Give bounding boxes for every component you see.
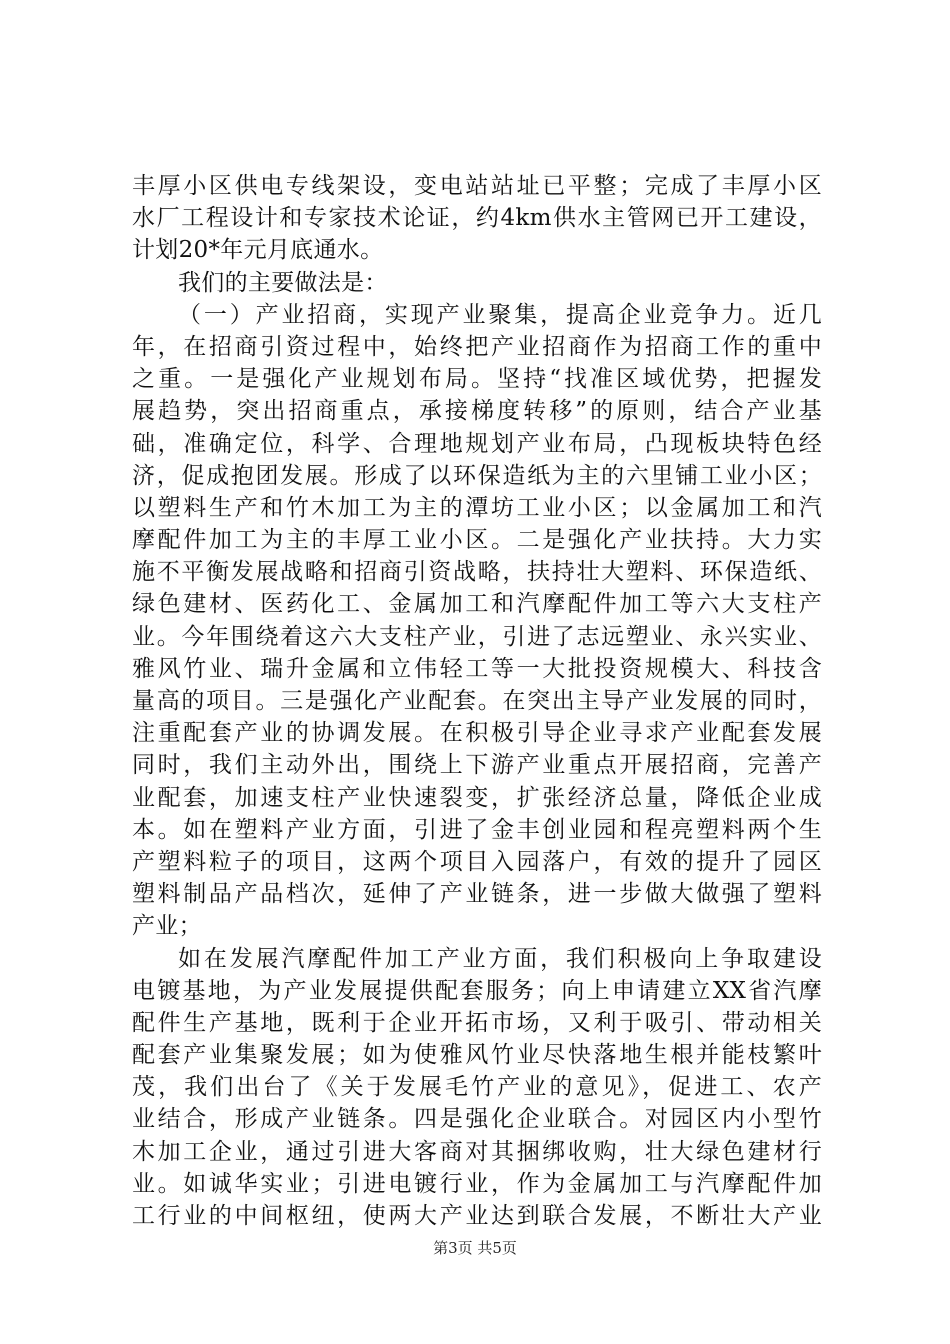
text-line: 丰厚小区供电专线架设，变电站站址已平整；完成了丰厚小区 [132, 173, 822, 199]
text-line: 济，促成抱团发展。形成了以环保造纸为主的六里铺工业小区； [132, 462, 822, 489]
text-line: 注重配套产业的协调发展。在积极引导企业寻求产业配套发展 [132, 720, 822, 747]
text-line: 配件生产基地，既利于企业开拓市场，又利于吸引、带动相关 [132, 1009, 822, 1036]
text-line: 量高的项目。三是强化产业配套。在突出主导产业发展的同时， [132, 688, 822, 714]
text-line: 电镀基地，为产业发展提供配套服务；向上申请建立XX省汽摩 [132, 977, 822, 1004]
text-line: 工行业的中间枢纽，使两大产业达到联合发展，不断壮大产业 [132, 1203, 822, 1229]
text-line: 础，准确定位，科学、合理地规划产业布局，凸现板块特色经 [132, 430, 822, 457]
text-line: 业。今年围绕着这六大支柱产业，引进了志远塑业、永兴实业、 [132, 623, 822, 650]
text-line: 同时，我们主动外出，围绕上下游产业重点开展招商，完善产 [132, 752, 822, 779]
text-line: 计划20*年元月底通水。 [132, 237, 384, 264]
text-line: 塑料制品产品档次，延伸了产业链条，进一步做大做强了塑料 [132, 881, 822, 908]
text-line: 施不平衡发展战略和招商引资战略，扶持壮大塑料、环保造纸、 [132, 559, 822, 586]
paragraph-start-line: 我们的主要做法是： [178, 269, 388, 296]
text-line: 业配套，加速支柱产业快速裂变，扩张经济总量，降低企业成 [132, 784, 822, 811]
text-line: 摩配件加工为主的丰厚工业小区。二是强化产业扶持。大力实 [132, 527, 822, 554]
document-body [132, 170, 822, 1232]
text-line: 绿色建材、医药化工、金属加工和汽摩配件加工等六大支柱产 [132, 591, 822, 618]
text-line: 展趋势，突出招商重点，承接梯度转移”的原则，结合产业基 [132, 398, 822, 425]
text-line: 木加工企业，通过引进大客商对其捆绑收购，壮大绿色建材行 [132, 1138, 822, 1165]
text-line: 配套产业集聚发展；如为使雅风竹业尽快落地生根并能枝繁叶 [132, 1042, 822, 1069]
text-line: 产塑料粒子的项目，这两个项目入园落户，有效的提升了园区 [132, 848, 822, 875]
text-line: 水厂工程设计和专家技术论证，约4km供水主管网已开工建设， [132, 205, 822, 232]
text-line: 雅风竹业、瑞升金属和立伟轻工等一大批投资规模大、科技含 [132, 655, 822, 682]
paragraph-start-line: （一）产业招商，实现产业聚集，提高企业竞争力。近几 [178, 301, 822, 328]
paragraph-start-line: 如在发展汽摩配件加工产业方面，我们积极向上争取建设 [178, 945, 822, 972]
text-line: 之重。一是强化产业规划布局。坚持“找准区域优势，把握发 [132, 366, 822, 393]
text-line: 业。如诚华实业；引进电镀行业，作为金属加工与汽摩配件加 [132, 1170, 822, 1197]
page-number-footer: 第3页 共5页 [433, 1239, 517, 1257]
text-line: 年，在招商引资过程中，始终把产业招商作为招商工作的重中 [132, 333, 822, 360]
text-line: 业结合，形成产业链条。四是强化企业联合。对园区内小型竹 [132, 1106, 822, 1133]
text-line: 产业； [132, 913, 202, 940]
text-line: 茂，我们出台了《关于发展毛竹产业的意见》，促进工、农产 [132, 1074, 822, 1101]
text-line: 以塑料生产和竹木加工为主的潭坊工业小区；以金属加工和汽 [132, 494, 822, 521]
text-line: 本。如在塑料产业方面，引进了金丰创业园和程亮塑料两个生 [132, 816, 822, 843]
